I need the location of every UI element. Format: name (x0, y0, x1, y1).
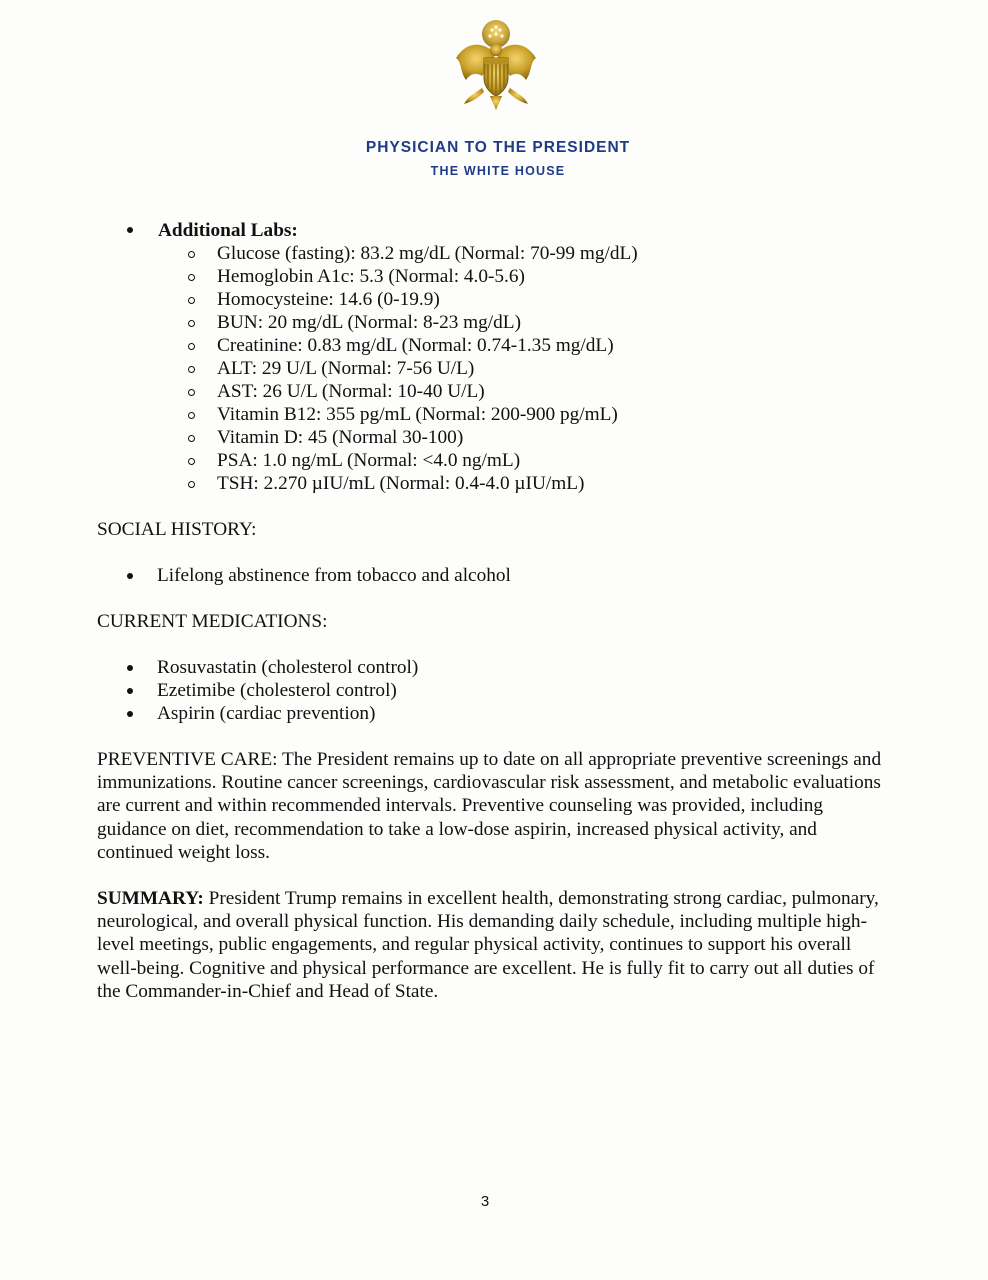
eagle-seal-icon (452, 18, 540, 112)
bullet-icon (127, 711, 133, 717)
circle-bullet-icon (188, 274, 195, 281)
medications-heading: CURRENT MEDICATIONS: (97, 611, 328, 632)
bullet-icon (127, 665, 133, 671)
lab-item: Creatinine: 0.83 mg/dL (Normal: 0.74-1.35 mg/dL) (217, 335, 614, 356)
circle-bullet-icon (188, 389, 195, 396)
page-number: 3 (480, 1193, 490, 1210)
bullet-icon (127, 688, 133, 694)
labs-heading: Additional Labs: (158, 220, 298, 241)
summary-label: SUMMARY: (97, 888, 204, 909)
preventive-care-paragraph: PREVENTIVE CARE: The President remains up to date on all appropriate preventive screenings and immunizations. Routine cancer screenings, cardiovascular risk assessment, and metabolic evaluations are current and within recommended intervals. Preventive counseling was provided, including guidance on diet, recommendation to take a low-dose aspirin, increased physical activity, and continued weight loss. (97, 749, 882, 863)
letterhead-title: PHYSICIAN TO THE PRESIDENT (365, 139, 631, 156)
circle-bullet-icon (188, 481, 195, 488)
social-history-heading: SOCIAL HISTORY: (97, 519, 257, 540)
circle-bullet-icon (188, 435, 195, 442)
circle-bullet-icon (188, 412, 195, 419)
medication-item: Aspirin (cardiac prevention) (157, 703, 376, 724)
letterhead-subtitle: THE WHITE HOUSE (430, 164, 566, 178)
medication-item: Rosuvastatin (cholesterol control) (157, 657, 419, 678)
lab-item: AST: 26 U/L (Normal: 10-40 U/L) (217, 381, 485, 402)
bullet-icon (127, 573, 133, 579)
lab-item: Hemoglobin A1c: 5.3 (Normal: 4.0-5.6) (217, 266, 525, 287)
medication-item: Ezetimibe (cholesterol control) (157, 680, 397, 701)
lab-item: ALT: 29 U/L (Normal: 7-56 U/L) (217, 358, 475, 379)
circle-bullet-icon (188, 458, 195, 465)
circle-bullet-icon (188, 320, 195, 327)
circle-bullet-icon (188, 297, 195, 304)
lab-item: Homocysteine: 14.6 (0-19.9) (217, 289, 440, 310)
circle-bullet-icon (188, 366, 195, 373)
social-history-item: Lifelong abstinence from tobacco and alcohol (157, 565, 511, 586)
circle-bullet-icon (188, 343, 195, 350)
circle-bullet-icon (188, 251, 195, 258)
lab-item: PSA: 1.0 ng/mL (Normal: <4.0 ng/mL) (217, 450, 521, 471)
lab-item: Glucose (fasting): 83.2 mg/dL (Normal: 70-99 mg/dL) (217, 243, 638, 264)
bullet-icon (127, 227, 133, 233)
lab-item: TSH: 2.270 µIU/mL (Normal: 0.4-4.0 µIU/mL) (217, 473, 585, 494)
summary-text: President Trump remains in excellent health, demonstrating strong cardiac, pulmonary, neurological, and overall physical function. His demanding daily schedule, including multiple high-level meetings, public engagements, and regular physical activity, continues to support his overall well-being. Cognitive and physical performance are excellent. He is fully fit to carry out all duties of the Commander-in-Chief and Head of State. (97, 888, 879, 1002)
summary-paragraph (97, 887, 887, 1003)
lab-item: BUN: 20 mg/dL (Normal: 8-23 mg/dL) (217, 312, 521, 333)
lab-item: Vitamin D: 45 (Normal 30-100) (217, 427, 464, 448)
lab-item: Vitamin B12: 355 pg/mL (Normal: 200-900 pg/mL) (217, 404, 618, 425)
